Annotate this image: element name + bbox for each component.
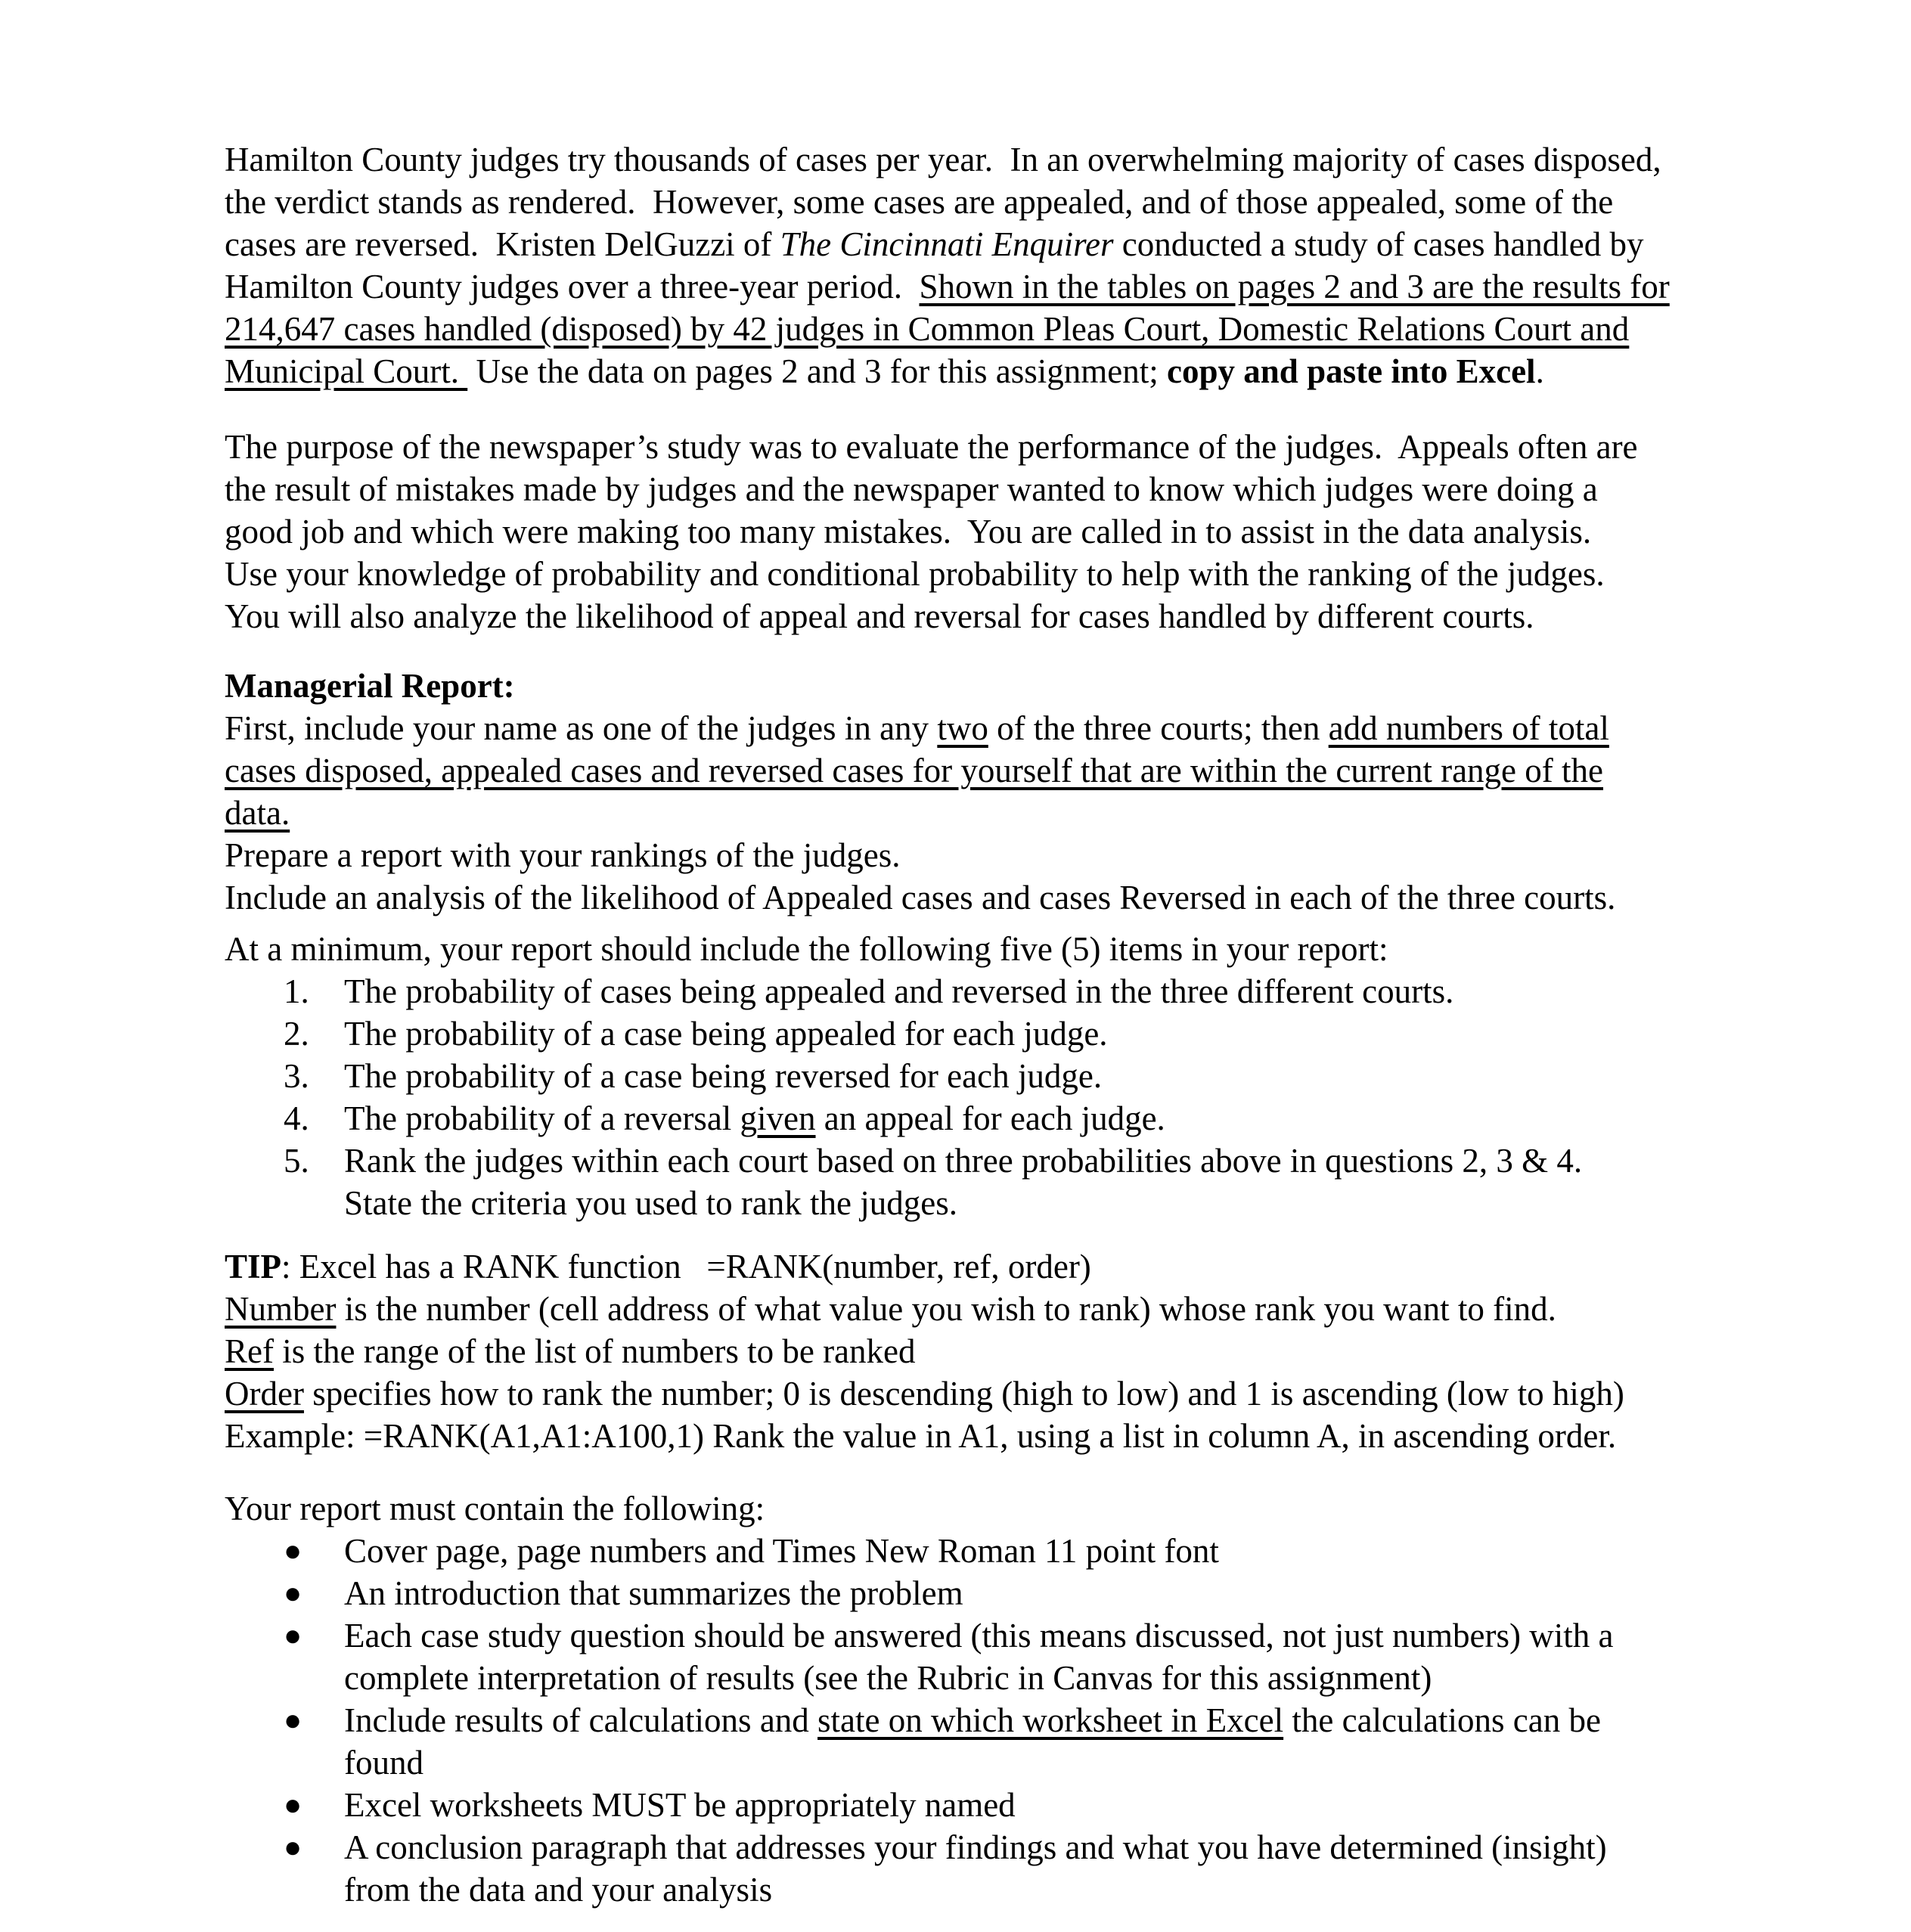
report-requirements-list <box>225 1530 1760 1911</box>
text-segment: specifies how to rank the number; 0 is descending (high to low) and 1 is ascending (low to high) <box>303 1375 1624 1413</box>
text-line <box>225 749 1760 792</box>
text-segment: TIP <box>225 1248 282 1285</box>
text-segment: 214,647 cases handled (disposed) by 42 judges in Common Pleas Court, Domestic Relations Court and <box>225 310 1630 348</box>
text-segment: Include an analysis of the likelihood of Appealed cases and cases Reversed in each of the three courts. <box>225 879 1616 916</box>
text-line <box>225 510 1760 553</box>
text-segment: Cover page, page numbers and Times New Roman 11 point font <box>344 1532 1219 1570</box>
item-number: 1. <box>284 972 309 1010</box>
managerial-report-section <box>225 665 1760 919</box>
text-line <box>344 1699 1601 1741</box>
text-segment: copy and paste into Excel <box>1167 352 1536 390</box>
text-line <box>225 426 1760 468</box>
list-item-text <box>344 1826 1607 1911</box>
text-line <box>225 834 1760 876</box>
text-line <box>344 1097 1165 1140</box>
text-segment: A conclusion paragraph that addresses your findings and what you have determined (insight) <box>344 1828 1607 1866</box>
text-segment: Municipal Court. <box>225 352 468 390</box>
bullet-icon: ● <box>284 1534 302 1568</box>
text-segment: complete interpretation of results (see the Rubric in Canvas for this assignment) <box>344 1659 1432 1697</box>
text-line <box>344 970 1453 1013</box>
text-segment: . <box>1535 352 1544 390</box>
item-number: 3. <box>284 1057 309 1095</box>
text-line <box>225 1487 1760 1530</box>
list-item-text <box>344 1784 1016 1826</box>
text-line <box>344 1741 1601 1784</box>
bullet-icon: ● <box>284 1830 302 1864</box>
text-segment: The Cincinnati Enquirer <box>780 225 1114 263</box>
text-line <box>344 1784 1016 1826</box>
text-segment: Your report must contain the following: <box>225 1490 765 1527</box>
text-line <box>344 1140 1582 1182</box>
list-item-text <box>344 1572 963 1614</box>
text-segment: an appeal for each judge. <box>815 1099 1165 1137</box>
text-line <box>344 1657 1613 1699</box>
text-segment: Prepare a report with your rankings of the judges. <box>225 836 901 874</box>
item-number: 2. <box>284 1015 309 1053</box>
bullet-icon: ● <box>284 1788 302 1822</box>
text-segment: Include results of calculations and <box>344 1701 818 1739</box>
text-segment: two <box>937 709 988 747</box>
purpose-paragraph <box>225 426 1760 637</box>
text-segment: Hamilton County judges over a three-year period. <box>225 268 920 305</box>
list-item-text <box>344 1699 1601 1784</box>
text-line <box>344 1182 1582 1224</box>
text-line <box>344 1530 1219 1572</box>
text-segment: Use the data on pages 2 and 3 for this assignment; <box>467 352 1168 390</box>
text-line <box>225 928 1760 970</box>
list-item <box>225 1140 1760 1224</box>
text-line <box>344 1055 1102 1097</box>
text-segment: Number <box>225 1290 337 1328</box>
text-segment: the verdict stands as rendered. However, some cases are appealed, and of those appealed, some of the <box>225 183 1614 221</box>
text-segment: the result of mistakes made by judges and the newspaper wanted to know which judges were doing a <box>225 470 1598 508</box>
text-line <box>225 181 1760 223</box>
text-segment: State the criteria you used to rank the judges. <box>344 1184 958 1222</box>
text-line <box>225 1330 1760 1372</box>
text-segment: Order <box>225 1375 304 1413</box>
list-item-text <box>344 1530 1219 1572</box>
text-segment: Example: =RANK(A1,A1:A100,1) Rank the value in A1, using a list in column A, in ascending order. <box>225 1417 1617 1455</box>
intro-paragraph <box>225 138 1760 392</box>
list-item-text <box>344 1140 1582 1224</box>
text-segment: from the data and your analysis <box>344 1871 773 1909</box>
text-line <box>225 223 1760 265</box>
list-item <box>225 1784 1760 1826</box>
text-segment: Rank the judges within each court based on three probabilities above in questions 2, 3 & 4. <box>344 1142 1583 1180</box>
text-line <box>344 1572 963 1614</box>
text-line <box>225 792 1760 834</box>
report-items-intro <box>225 928 1760 970</box>
text-line <box>225 138 1760 181</box>
text-line <box>225 308 1760 350</box>
document-content <box>225 138 1760 1911</box>
text-line <box>225 665 1760 707</box>
list-item-text <box>344 1614 1613 1699</box>
text-line <box>344 1614 1613 1657</box>
text-segment: The probability of a case being appealed for each judge. <box>344 1015 1108 1053</box>
report-requirements-intro <box>225 1487 1760 1530</box>
report-items-list <box>225 970 1760 1224</box>
text-segment: data. <box>225 794 290 832</box>
text-segment: The purpose of the newspaper’s study was to evaluate the performance of the judges. Appeals often are <box>225 428 1638 466</box>
text-segment: The probability of a case being reversed for each judge. <box>344 1057 1103 1095</box>
list-item-text <box>344 1097 1165 1140</box>
text-segment: Each case study question should be answered (this means discussed, not just numbers) with a <box>344 1617 1614 1654</box>
list-item <box>225 1826 1760 1911</box>
list-item <box>225 1013 1760 1055</box>
text-line <box>225 468 1760 510</box>
text-segment: Shown in the tables on pages 2 and 3 are the results for <box>919 268 1670 305</box>
text-segment: You will also analyze the likelihood of appeal and reversal for cases handled by different courts. <box>225 597 1534 635</box>
text-line <box>225 595 1760 637</box>
text-segment: of the three courts; then <box>988 709 1329 747</box>
bullet-icon: ● <box>284 1703 302 1737</box>
list-item <box>225 970 1760 1013</box>
text-segment: Ref <box>225 1332 274 1370</box>
text-segment: The probability of a reversal <box>344 1099 740 1137</box>
text-segment: Use your knowledge of probability and conditional probability to help with the ranking of the judges. <box>225 555 1605 593</box>
item-number: 5. <box>284 1142 309 1180</box>
list-item-text <box>344 1013 1108 1055</box>
text-segment: Managerial Report: <box>225 667 515 705</box>
text-segment: the calculations can be <box>1283 1701 1601 1739</box>
text-line <box>225 1372 1760 1415</box>
text-line <box>225 876 1760 919</box>
list-item <box>225 1055 1760 1097</box>
text-segment: First, include your name as one of the judges in any <box>225 709 938 747</box>
text-segment: given <box>740 1099 816 1137</box>
tip-section <box>225 1245 1760 1457</box>
text-segment: At a minimum, your report should include the following five (5) items in your report: <box>225 930 1388 968</box>
list-item <box>225 1572 1760 1614</box>
text-line <box>225 1245 1760 1288</box>
text-line <box>225 1415 1760 1457</box>
text-line <box>225 553 1760 595</box>
text-line <box>344 1868 1607 1911</box>
text-line <box>225 265 1760 308</box>
text-segment: good job and which were making too many mistakes. You are called in to assist in the data analysis. <box>225 513 1592 550</box>
text-line <box>225 350 1760 392</box>
bullet-icon: ● <box>284 1576 302 1610</box>
text-segment: cases are reversed. Kristen DelGuzzi of <box>225 225 780 263</box>
text-segment: conducted a study of cases handled by <box>1113 225 1644 263</box>
item-number: 4. <box>284 1099 309 1137</box>
text-line <box>344 1013 1108 1055</box>
bullet-icon: ● <box>284 1618 302 1652</box>
list-item <box>225 1097 1760 1140</box>
text-line <box>344 1826 1607 1868</box>
text-segment: An introduction that summarizes the problem <box>344 1574 963 1612</box>
text-segment: : Excel has a RANK function =RANK(number, ref, order) <box>281 1248 1091 1285</box>
list-item <box>225 1530 1760 1572</box>
text-line <box>225 707 1760 749</box>
text-line <box>225 1288 1760 1330</box>
text-segment: is the range of the list of numbers to be ranked <box>273 1332 916 1370</box>
list-item <box>225 1699 1760 1784</box>
list-item <box>225 1614 1760 1699</box>
text-segment: Excel worksheets MUST be appropriately named <box>344 1786 1016 1824</box>
text-segment: is the number (cell address of what value you wish to rank) whose rank you want to find. <box>336 1290 1556 1328</box>
text-segment: cases disposed, appealed cases and reversed cases for yourself that are within the current range of the <box>225 752 1603 789</box>
list-item-text <box>344 970 1453 1013</box>
text-segment: Hamilton County judges try thousands of cases per year. In an overwhelming majority of cases disposed, <box>225 141 1661 178</box>
list-item-text <box>344 1055 1102 1097</box>
text-segment: add numbers of total <box>1328 709 1609 747</box>
text-segment: The probability of cases being appealed and reversed in the three different courts. <box>344 972 1454 1010</box>
text-segment: found <box>344 1744 423 1782</box>
text-segment: state on which worksheet in Excel <box>817 1701 1284 1739</box>
